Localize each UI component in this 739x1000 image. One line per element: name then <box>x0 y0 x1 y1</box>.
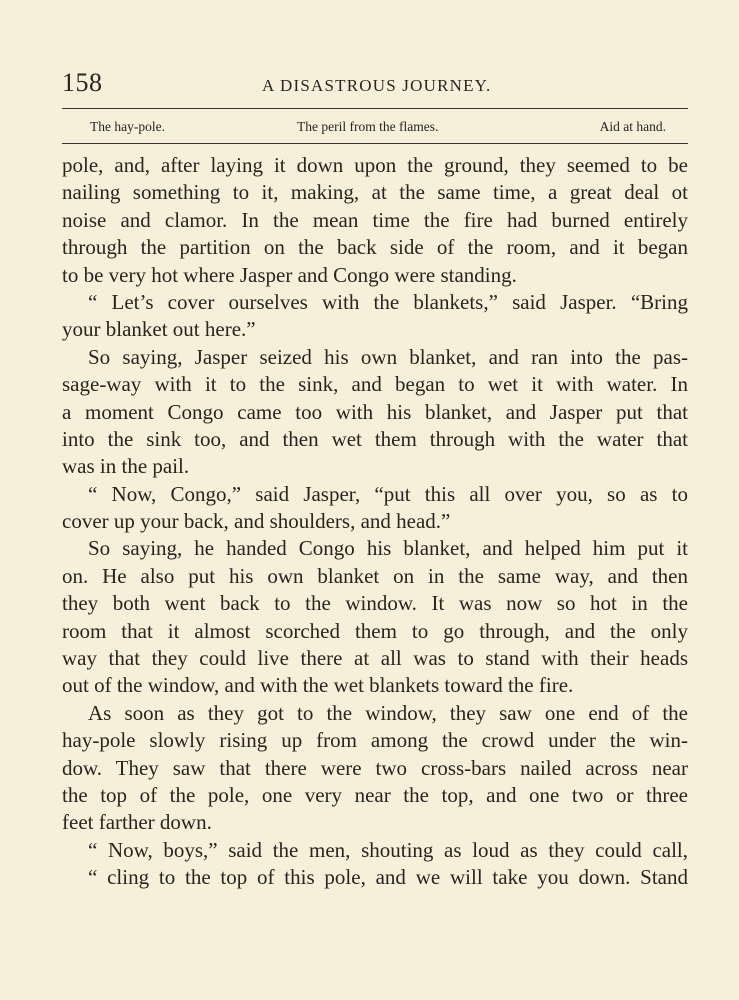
text-line: way that they could live there at all was to stand with their heads <box>62 646 688 671</box>
header-rule-bottom <box>62 143 688 144</box>
text-line: As soon as they got to the window, they saw one end of the <box>88 700 688 725</box>
text-line: was in the pail. <box>62 454 190 479</box>
text-line: the top of the pole, one very near the top, and one two or three <box>62 782 688 807</box>
text-line: through the partition on the back side of the room, and it began <box>62 235 688 260</box>
text-line: “ cling to the top of this pole, and we will take you down. Stand <box>88 865 688 890</box>
text-line: dow. They saw that there were two cross-bars nailed across near <box>62 755 688 780</box>
running-head <box>62 68 688 102</box>
chapter-title: A DISASTROUS JOURNEY. <box>262 76 492 95</box>
sidenote-aid: Aid at hand. <box>599 119 666 134</box>
body-text <box>62 152 688 892</box>
marginal-notes <box>62 117 688 137</box>
sidenote-hay-pole: The hay-pole. <box>90 119 165 134</box>
text-line: into the sink too, and then wet them through with the water that <box>62 426 688 451</box>
text-line: So saying, he handed Congo his blanket, and helped him put it <box>88 536 688 561</box>
text-line: nailing something to it, making, at the same time, a great deal ot <box>62 180 688 205</box>
text-line: sage-way with it to the sink, and began to wet it with water. In <box>62 372 688 397</box>
text-line: cover up your back, and shoulders, and head.” <box>62 509 451 534</box>
text-line: on. He also put his own blanket on in the same way, and then <box>62 563 688 588</box>
text-line: they both went back to the window. It was now so hot in the <box>62 591 688 616</box>
text-line: “ Now, boys,” said the men, shouting as loud as they could call, <box>88 837 688 862</box>
text-line: out of the window, and with the wet blankets toward the fire. <box>62 673 574 698</box>
page-number: 158 <box>62 68 103 97</box>
header-rule-top <box>62 108 688 109</box>
text-line: “ Now, Congo,” said Jasper, “put this all over you, so as to <box>88 481 688 506</box>
text-line: to be very hot where Jasper and Congo were standing. <box>62 262 517 287</box>
text-line: hay-pole slowly rising up from among the crowd under the win- <box>62 728 688 753</box>
sidenote-peril: The peril from the flames. <box>297 119 439 134</box>
text-line: your blanket out here.” <box>62 317 256 342</box>
text-line: “ Let’s cover ourselves with the blankets,” said Jasper. “Bring <box>88 289 688 314</box>
text-line: pole, and, after laying it down upon the ground, they seemed to be <box>62 153 688 177</box>
text-line: room that it almost scorched them to go through, and the only <box>62 618 688 643</box>
text-line: a moment Congo came too with his blanket, and Jasper put that <box>62 399 688 424</box>
text-line: feet farther down. <box>62 810 212 835</box>
text-line: So saying, Jasper seized his own blanket, and ran into the pas- <box>88 344 688 369</box>
text-line: noise and clamor. In the mean time the fire had burned entirely <box>62 207 688 232</box>
